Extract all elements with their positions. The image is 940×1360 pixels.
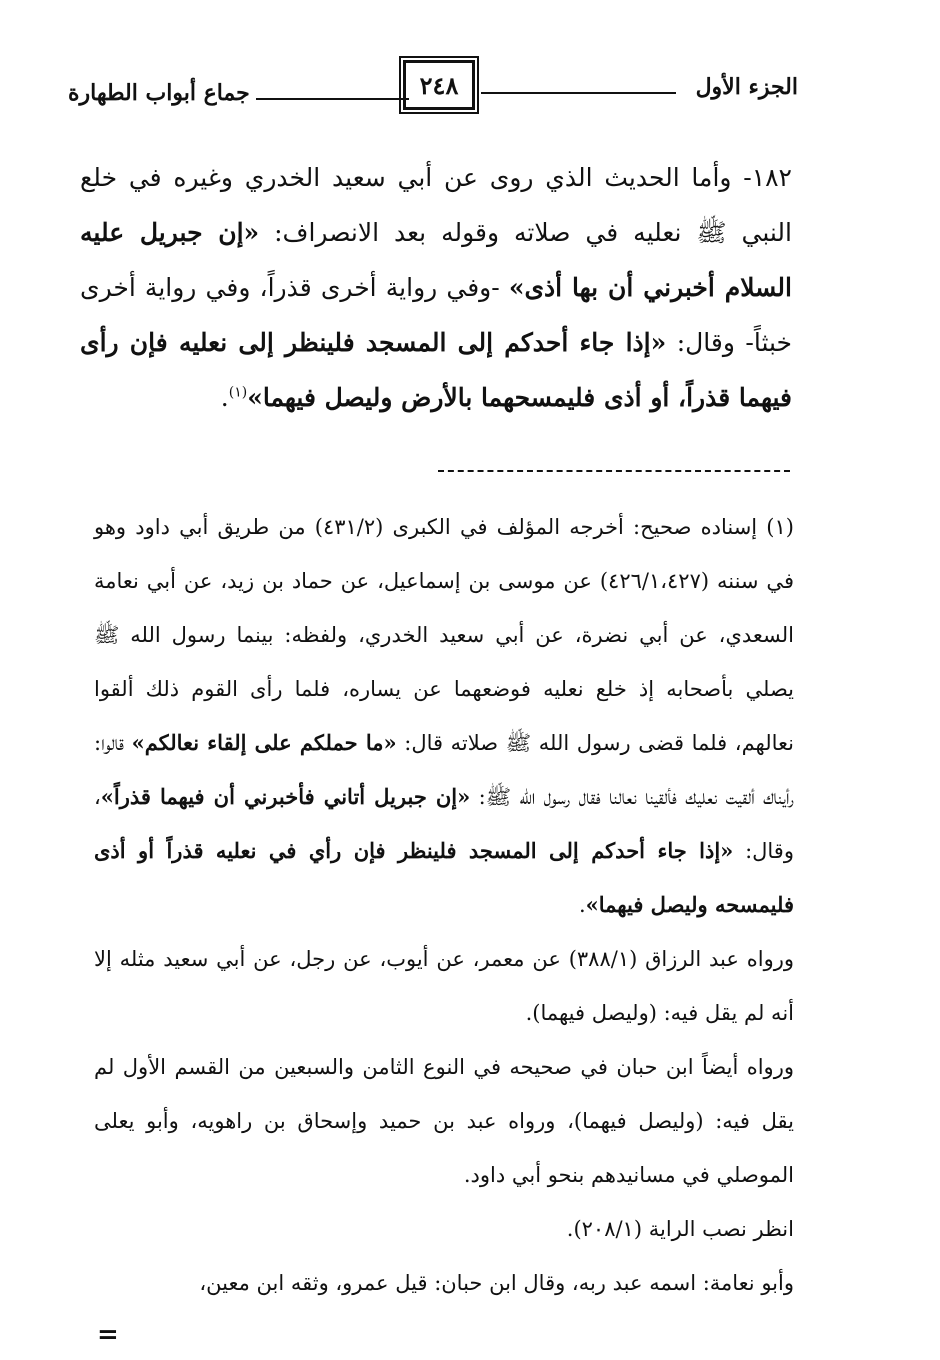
footnotes-section [94, 500, 794, 1310]
main-quote-1: «إن جبريل عليه السلام أخبرني أن بها أذى» [80, 218, 792, 302]
footnote-paragraph-1 [94, 500, 794, 932]
section-title: جماع أبواب الطهارة [68, 80, 250, 106]
footnote-paragraph-3: ورواه أيضاً ابن حبان في صحيحه في النوع الثامن والسبعين من القسم الأول لم يقل فيه: (وليصل فيهما)، ورواه عبد بن حميد وإسحاق بن راهويه، وأبو يعلى الموصلي في مسانيدهم بنحو أبي داود. [94, 1055, 794, 1187]
main-quote-2: «إذا جاء أحدكم إلى المسجد فلينظر إلى نعليه فإن رأى فيهما قذراً، أو أذى فليمسحهما بالأرض وليصل فيهما» [80, 328, 792, 412]
main-text [80, 150, 792, 425]
main-paragraph [80, 150, 792, 425]
footnote-1-text: (١) إسناده صحيح: أخرجه المؤلف في الكبرى (٤٣١/٢) من طريق أبي داود وهو في سننه (٤٢٦/١،٤٢٧) عن موسى بن إسماعيل، عن حماد بن زيد، عن أبي نعامة السعدي، عن أبي نضرة، عن أبي سعيد الخدري، ولفظه: بينما رسول الله ﷺ يصلي بأصحابه إذ خلع نعليه فوضعهما عن يساره، فلما رأى القوم ذلك ألقوا نعالهم، فلما قضى رسول الله ﷺ صلاته قال: [94, 515, 795, 755]
footnote-paragraph-4: انظر نصب الراية (٢٠٨/١). [566, 1217, 794, 1241]
footnote-reference: (١) [228, 384, 248, 401]
footnote-1-quote-3: «إذا جاء أحدكم إلى المسجد فلينظر فإن رأي في نعليه قذراً أو أذى فليمسحه وليصل فيهما» [94, 838, 794, 917]
footnote-paragraph-5: وأبو نعامة: اسمه عبد ربه، وقال ابن حبان: قيل عمرو، وثقه ابن معين، [199, 1271, 794, 1295]
page-number: ٢٤٨ [403, 60, 475, 110]
continuation-mark: = [97, 1320, 119, 1350]
main-end: . [220, 383, 229, 412]
header-rule-right [481, 92, 676, 94]
footnote-1-mid-2: ، وقال: [94, 785, 794, 863]
main-intro: ١٨٢- وأما الحديث الذي روى عن أبي سعيد الخدري وغيره في خلع النبي ﷺ نعليه في صلاته وقوله بعد الانصراف: [80, 163, 792, 247]
footnote-1-quote-1: «ما حملكم على إلقاء نعالكم» [131, 730, 397, 755]
footnote-1-quote-2: «إن جبريل أتاني فأخبرني أن فيهما قذراً» [100, 784, 471, 809]
footnote-1-end: . [578, 893, 586, 917]
footnote-paragraph-2: ورواه عبد الرزاق (٣٨٨/١) عن معمر، عن أيوب، عن رجل، عن أبي سعيد مثله إلا أنه لم يقل فيه: (وليصل فيهما). [94, 947, 794, 1025]
page-header [68, 60, 798, 122]
header-rule-left [256, 98, 409, 100]
footnote-1-mid: قالوا: رأيناك ألقيت نعليك فألقينا نعالنا فقال رسول الله ﷺ: [94, 731, 794, 809]
footnote-divider [438, 470, 790, 472]
volume-label: الجزء الأول [695, 74, 798, 100]
main-mid-1: -وفي رواية أخرى قذراً، وفي رواية أخرى خبثاً- وقال: [80, 273, 793, 357]
